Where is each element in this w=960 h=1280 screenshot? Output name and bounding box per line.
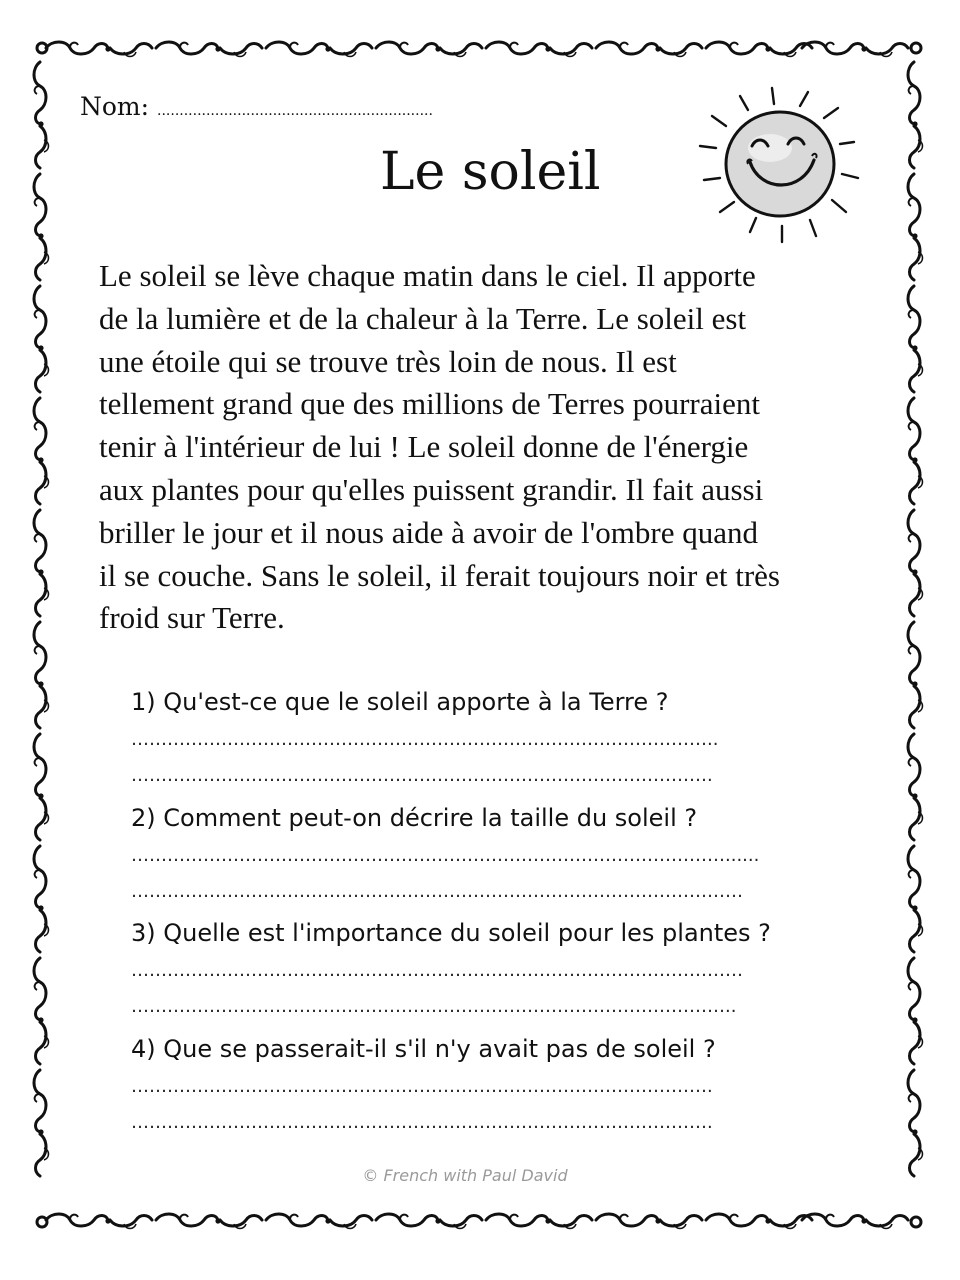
passage-line: Le soleil se lève chaque matin dans le ciel. Il apporte: [99, 258, 756, 293]
answer-line[interactable]: …………………………………………………………………………………….: [131, 765, 713, 786]
question-text: 3) Quelle est l'importance du soleil pour les plantes ?: [131, 919, 771, 947]
smiling-sun-icon: [690, 82, 880, 252]
name-label: Nom:: [80, 92, 150, 121]
question-text: 2) Comment peut-on décrire la taille du soleil ?: [131, 803, 698, 832]
passage-line: tenir à l'intérieur de lui ! Le soleil donne de l'énergie: [99, 429, 749, 465]
question-block: [131, 798, 831, 914]
passage-line: une étoile qui se trouve très loin de nous. Il est: [99, 343, 677, 379]
question-block: [131, 913, 831, 1029]
passage-line: froid sur Terre.: [99, 600, 285, 636]
answer-line[interactable]: ………………………………………………………………………………………......: [131, 844, 760, 866]
answer-line[interactable]: ………………………………………………………………………………………..: [131, 996, 737, 1017]
question-text: 4) Que se passerait-il s'il n'y avait pas de soleil ?: [131, 1034, 716, 1063]
passage-line: il se couche. Sans le soleil, il ferait toujours noir et très: [99, 557, 780, 593]
answer-line[interactable]: …………………………………………………………………………………………: [131, 880, 743, 902]
name-field[interactable]: [80, 92, 433, 121]
comprehension-questions: [131, 682, 831, 1144]
question-text: 1) Qu'est-ce que le soleil apporte à la Terre ?: [131, 688, 669, 716]
answer-line[interactable]: ……………………………………………………………………………………..: [131, 729, 719, 750]
answer-line[interactable]: …………………………………………………………………………………….: [131, 1075, 713, 1097]
answer-line[interactable]: …………………………………………………………………………………….: [131, 1111, 713, 1133]
question-block: [131, 1029, 831, 1145]
reading-passage: [99, 255, 879, 640]
page-title: Le soleil: [380, 142, 601, 202]
answer-line[interactable]: …………………………………………………………………………………………: [131, 960, 743, 981]
question-block: [131, 682, 831, 798]
passage-line: briller le jour et il nous aide à avoir de l'ombre quand: [99, 514, 758, 550]
passage-line: de la lumière et de la chaleur à la Terre. Le soleil est: [99, 300, 747, 336]
name-blank-line[interactable]: ..............................................................: [157, 103, 433, 119]
passage-line: aux plantes pour qu'elles puissent grandir. Il fait aussi: [99, 471, 764, 507]
copyright-footer: © French with Paul David: [362, 1166, 568, 1185]
passage-line: tellement grand que des millions de Terres pourraient: [99, 386, 760, 422]
